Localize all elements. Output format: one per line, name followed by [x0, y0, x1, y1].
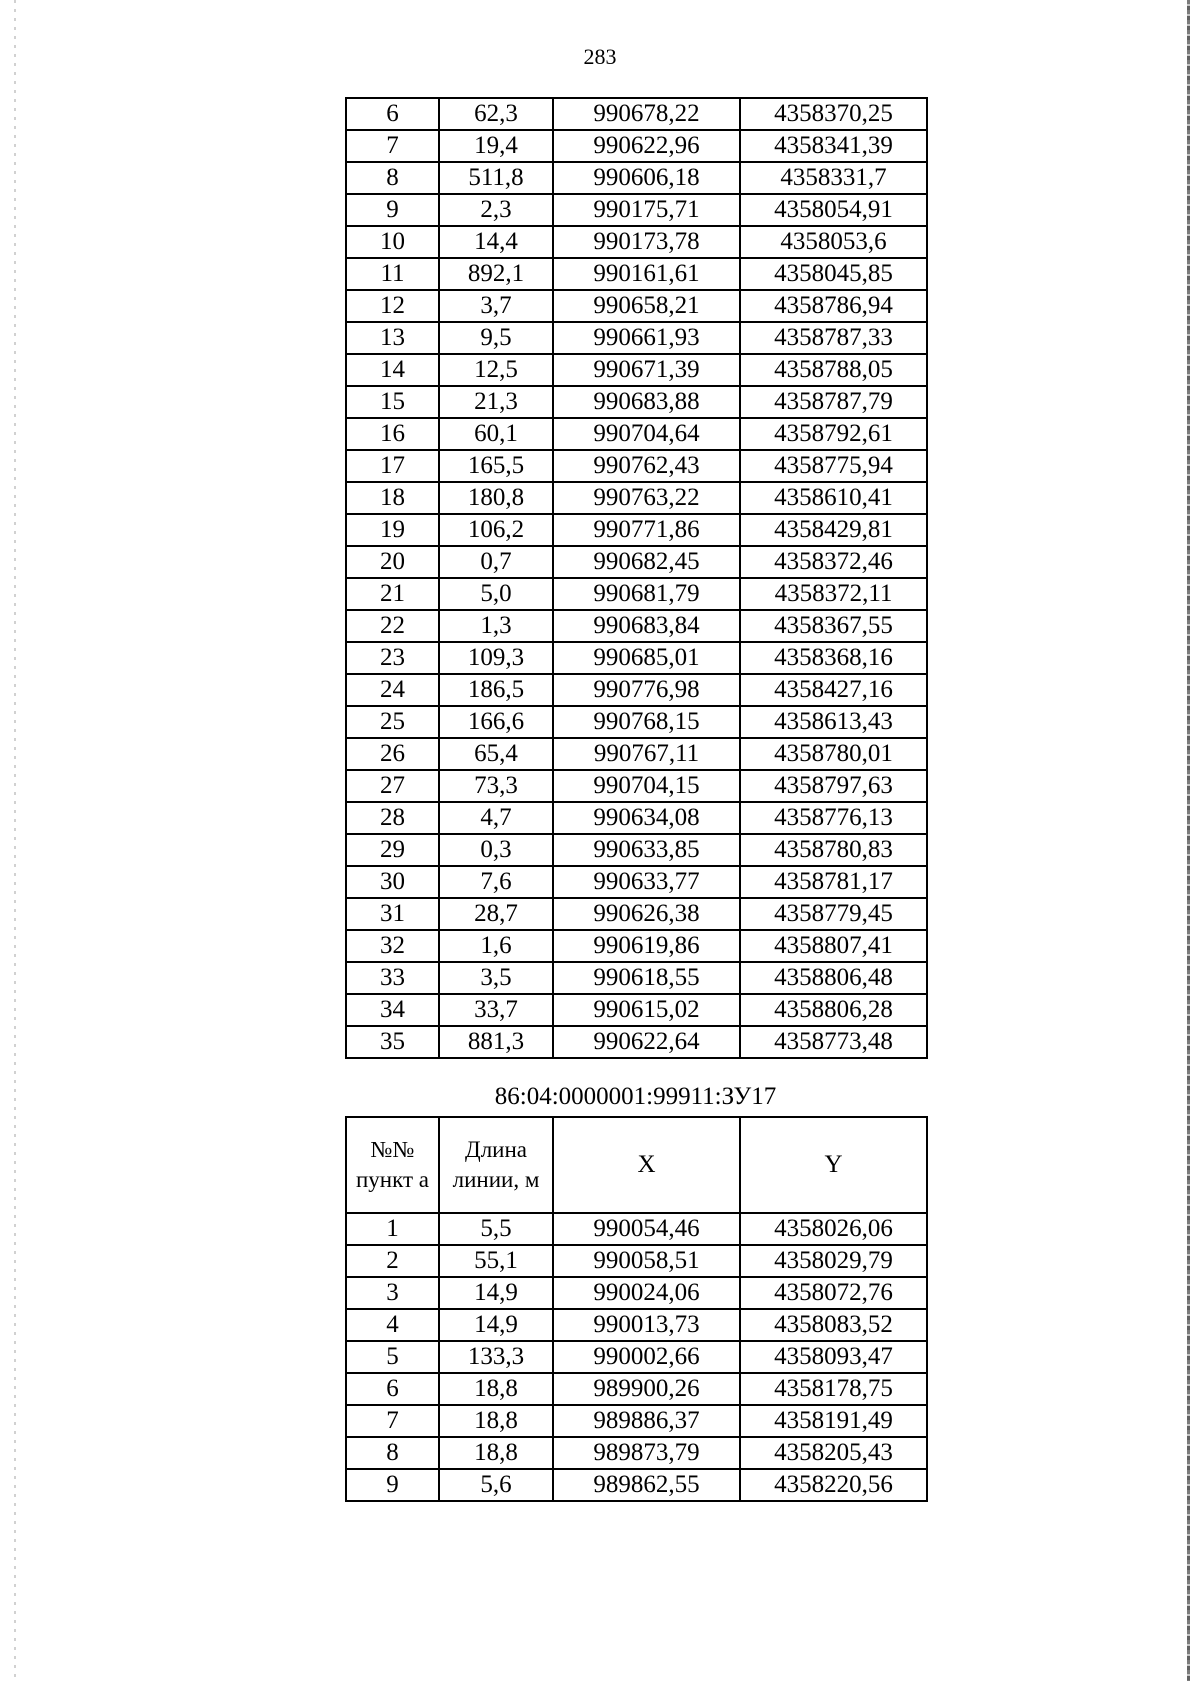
cell-y: 4358781,17 [740, 866, 927, 898]
cell-y: 4358429,81 [740, 514, 927, 546]
cell-point-number: 7 [346, 130, 439, 162]
cell-x: 990767,11 [553, 738, 740, 770]
cell-y: 4358780,01 [740, 738, 927, 770]
cell-line-length: 62,3 [439, 98, 553, 130]
cell-point-number: 26 [346, 738, 439, 770]
header-line-length: Длина линии, м [439, 1117, 553, 1213]
cell-point-number: 8 [346, 1437, 439, 1469]
cell-point-number: 12 [346, 290, 439, 322]
cell-line-length: 14,4 [439, 226, 553, 258]
table-row [346, 1309, 927, 1341]
cell-x: 990763,22 [553, 482, 740, 514]
cell-y: 4358045,85 [740, 258, 927, 290]
scan-edge-right [1187, 0, 1190, 1681]
cell-y: 4358178,75 [740, 1373, 927, 1405]
cell-line-length: 109,3 [439, 642, 553, 674]
cell-y: 4358191,49 [740, 1405, 927, 1437]
cell-x: 989886,37 [553, 1405, 740, 1437]
cell-line-length: 881,3 [439, 1026, 553, 1058]
cell-line-length: 186,5 [439, 674, 553, 706]
table-row [346, 1026, 927, 1058]
header-x: X [553, 1117, 740, 1213]
cell-line-length: 5,5 [439, 1213, 553, 1245]
cell-point-number: 27 [346, 770, 439, 802]
cell-point-number: 25 [346, 706, 439, 738]
cell-line-length: 21,3 [439, 386, 553, 418]
cell-x: 990704,64 [553, 418, 740, 450]
cell-y: 4358370,25 [740, 98, 927, 130]
table-row [346, 962, 927, 994]
cell-y: 4358787,33 [740, 322, 927, 354]
cell-x: 990682,45 [553, 546, 740, 578]
table-row [346, 1277, 927, 1309]
table-row [346, 930, 927, 962]
cell-y: 4358806,48 [740, 962, 927, 994]
cell-x: 989900,26 [553, 1373, 740, 1405]
cell-y: 4358427,16 [740, 674, 927, 706]
cell-x: 990002,66 [553, 1341, 740, 1373]
table-row [346, 898, 927, 930]
cell-line-length: 180,8 [439, 482, 553, 514]
table-row [346, 738, 927, 770]
cell-line-length: 133,3 [439, 1341, 553, 1373]
cell-line-length: 14,9 [439, 1277, 553, 1309]
cell-point-number: 24 [346, 674, 439, 706]
table-row [346, 610, 927, 642]
cell-x: 990175,71 [553, 194, 740, 226]
table-row [346, 290, 927, 322]
cell-y: 4358792,61 [740, 418, 927, 450]
table-row [346, 98, 927, 130]
cell-line-length: 2,3 [439, 194, 553, 226]
cell-point-number: 11 [346, 258, 439, 290]
cell-point-number: 4 [346, 1309, 439, 1341]
cell-line-length: 28,7 [439, 898, 553, 930]
cell-y: 4358786,94 [740, 290, 927, 322]
cell-x: 990634,08 [553, 802, 740, 834]
table-row [346, 866, 927, 898]
cell-x: 990661,93 [553, 322, 740, 354]
cell-line-length: 1,6 [439, 930, 553, 962]
cell-x: 990678,22 [553, 98, 740, 130]
cell-y: 4358773,48 [740, 1026, 927, 1058]
table-row [346, 130, 927, 162]
page-number: 283 [583, 44, 617, 69]
cell-point-number: 6 [346, 1373, 439, 1405]
cell-point-number: 15 [346, 386, 439, 418]
cell-line-length: 18,8 [439, 1373, 553, 1405]
table-row [346, 1373, 927, 1405]
table-row [346, 354, 927, 386]
cell-y: 4358083,52 [740, 1309, 927, 1341]
cell-y: 4358205,43 [740, 1437, 927, 1469]
cell-line-length: 4,7 [439, 802, 553, 834]
cell-y: 4358220,56 [740, 1469, 927, 1501]
cell-point-number: 33 [346, 962, 439, 994]
cell-point-number: 5 [346, 1341, 439, 1373]
header-row [346, 1117, 927, 1213]
table-row [346, 834, 927, 866]
cell-x: 990054,46 [553, 1213, 740, 1245]
cell-point-number: 13 [346, 322, 439, 354]
table-header [346, 1117, 927, 1213]
cell-point-number: 28 [346, 802, 439, 834]
cell-point-number: 2 [346, 1245, 439, 1277]
table-row [346, 1405, 927, 1437]
cell-line-length: 33,7 [439, 994, 553, 1026]
cell-point-number: 32 [346, 930, 439, 962]
table-row [346, 226, 927, 258]
cell-y: 4358026,06 [740, 1213, 927, 1245]
cell-point-number: 23 [346, 642, 439, 674]
cell-line-length: 165,5 [439, 450, 553, 482]
cell-x: 989862,55 [553, 1469, 740, 1501]
cell-point-number: 8 [346, 162, 439, 194]
cell-line-length: 18,8 [439, 1437, 553, 1469]
scan-edge-left [14, 0, 16, 1681]
table-row [346, 578, 927, 610]
cell-point-number: 29 [346, 834, 439, 866]
cell-y: 4358775,94 [740, 450, 927, 482]
cell-point-number: 18 [346, 482, 439, 514]
cell-line-length: 73,3 [439, 770, 553, 802]
cell-x: 990685,01 [553, 642, 740, 674]
cell-point-number: 16 [346, 418, 439, 450]
cell-line-length: 60,1 [439, 418, 553, 450]
table-row [346, 802, 927, 834]
cell-line-length: 12,5 [439, 354, 553, 386]
table-row [346, 418, 927, 450]
cell-x: 990776,98 [553, 674, 740, 706]
cell-x: 990626,38 [553, 898, 740, 930]
cell-y: 4358368,16 [740, 642, 927, 674]
cell-x: 990173,78 [553, 226, 740, 258]
cell-point-number: 1 [346, 1213, 439, 1245]
cell-point-number: 3 [346, 1277, 439, 1309]
cell-y: 4358372,11 [740, 578, 927, 610]
parcel-cadastral-number: 86:04:0000001:99911:ЗУ17 [494, 1083, 777, 1110]
table-row [346, 322, 927, 354]
cell-x: 990683,84 [553, 610, 740, 642]
table-row [346, 1437, 927, 1469]
cell-x: 990671,39 [553, 354, 740, 386]
cell-y: 4358331,7 [740, 162, 927, 194]
cell-x: 990013,73 [553, 1309, 740, 1341]
cell-y: 4358093,47 [740, 1341, 927, 1373]
table-row [346, 674, 927, 706]
cell-x: 990615,02 [553, 994, 740, 1026]
cell-line-length: 5,6 [439, 1469, 553, 1501]
table-row [346, 1341, 927, 1373]
table-row [346, 258, 927, 290]
cell-point-number: 22 [346, 610, 439, 642]
cell-line-length: 892,1 [439, 258, 553, 290]
cell-y: 4358367,55 [740, 610, 927, 642]
cell-line-length: 7,6 [439, 866, 553, 898]
cell-y: 4358779,45 [740, 898, 927, 930]
table-row [346, 1245, 927, 1277]
cell-point-number: 9 [346, 194, 439, 226]
cell-y: 4358072,76 [740, 1277, 927, 1309]
cell-x: 990161,61 [553, 258, 740, 290]
cell-point-number: 9 [346, 1469, 439, 1501]
cell-line-length: 65,4 [439, 738, 553, 770]
cell-x: 990619,86 [553, 930, 740, 962]
cell-x: 990058,51 [553, 1245, 740, 1277]
header-y: Y [740, 1117, 927, 1213]
cell-x: 990681,79 [553, 578, 740, 610]
cell-line-length: 9,5 [439, 322, 553, 354]
cell-line-length: 18,8 [439, 1405, 553, 1437]
cell-y: 4358054,91 [740, 194, 927, 226]
table-row [346, 1469, 927, 1501]
cell-point-number: 30 [346, 866, 439, 898]
cell-line-length: 19,4 [439, 130, 553, 162]
table-row [346, 546, 927, 578]
cell-line-length: 1,3 [439, 610, 553, 642]
cell-y: 4358776,13 [740, 802, 927, 834]
table-row [346, 194, 927, 226]
cell-y: 4358341,39 [740, 130, 927, 162]
cell-line-length: 3,5 [439, 962, 553, 994]
cell-point-number: 7 [346, 1405, 439, 1437]
cell-point-number: 21 [346, 578, 439, 610]
header-point-number: №№ пункт а [346, 1117, 439, 1213]
cell-y: 4358029,79 [740, 1245, 927, 1277]
cell-x: 990762,43 [553, 450, 740, 482]
cell-x: 990024,06 [553, 1277, 740, 1309]
table-row [346, 706, 927, 738]
cell-line-length: 511,8 [439, 162, 553, 194]
coordinates-table-parcel [345, 1116, 928, 1502]
cell-y: 4358787,79 [740, 386, 927, 418]
cell-line-length: 3,7 [439, 290, 553, 322]
cell-y: 4358053,6 [740, 226, 927, 258]
table-row [346, 386, 927, 418]
cell-y: 4358780,83 [740, 834, 927, 866]
cell-x: 990633,77 [553, 866, 740, 898]
cell-x: 990622,64 [553, 1026, 740, 1058]
cell-point-number: 17 [346, 450, 439, 482]
table-row [346, 1213, 927, 1245]
cell-line-length: 14,9 [439, 1309, 553, 1341]
cell-point-number: 35 [346, 1026, 439, 1058]
table-row [346, 482, 927, 514]
table-row [346, 450, 927, 482]
cell-point-number: 31 [346, 898, 439, 930]
cell-x: 990618,55 [553, 962, 740, 994]
cell-x: 990633,85 [553, 834, 740, 866]
cell-x: 990771,86 [553, 514, 740, 546]
cell-line-length: 5,0 [439, 578, 553, 610]
cell-line-length: 0,7 [439, 546, 553, 578]
table-row [346, 642, 927, 674]
cell-y: 4358613,43 [740, 706, 927, 738]
table-row [346, 162, 927, 194]
table-row [346, 514, 927, 546]
cell-point-number: 14 [346, 354, 439, 386]
cell-y: 4358788,05 [740, 354, 927, 386]
cell-y: 4358807,41 [740, 930, 927, 962]
cell-y: 4358610,41 [740, 482, 927, 514]
cell-point-number: 10 [346, 226, 439, 258]
cell-point-number: 19 [346, 514, 439, 546]
cell-line-length: 166,6 [439, 706, 553, 738]
cell-line-length: 106,2 [439, 514, 553, 546]
coordinates-table-body [346, 98, 927, 1058]
table-row [346, 994, 927, 1026]
cell-line-length: 55,1 [439, 1245, 553, 1277]
cell-y: 4358797,63 [740, 770, 927, 802]
cell-x: 990658,21 [553, 290, 740, 322]
cell-x: 990704,15 [553, 770, 740, 802]
cell-x: 989873,79 [553, 1437, 740, 1469]
cell-point-number: 6 [346, 98, 439, 130]
cell-point-number: 34 [346, 994, 439, 1026]
cell-y: 4358372,46 [740, 546, 927, 578]
cell-point-number: 20 [346, 546, 439, 578]
cell-line-length: 0,3 [439, 834, 553, 866]
cell-y: 4358806,28 [740, 994, 927, 1026]
coordinates-table-continued [345, 97, 928, 1059]
cell-x: 990683,88 [553, 386, 740, 418]
cell-x: 990622,96 [553, 130, 740, 162]
table-row [346, 770, 927, 802]
cell-x: 990768,15 [553, 706, 740, 738]
coordinates-table-body [346, 1213, 927, 1501]
cell-x: 990606,18 [553, 162, 740, 194]
